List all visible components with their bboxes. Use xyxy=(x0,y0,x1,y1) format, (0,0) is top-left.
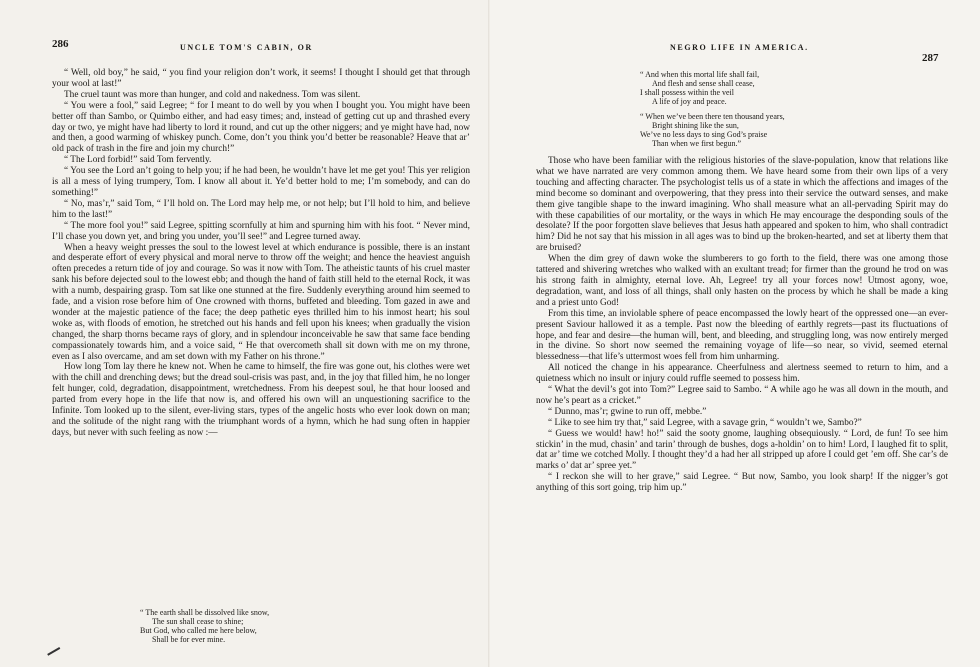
left-text-column xyxy=(52,68,470,439)
paragraph: “ Dunno, mas’r; gwine to run off, mebbe.” xyxy=(548,406,707,417)
paragraph: “ Like to see him try that,” said Legree, with a savage grin, “ wouldn’t we, Sambo?” xyxy=(548,417,862,428)
verse-line: And flesh and sense shall cease, xyxy=(652,79,755,88)
hymn-verse-left xyxy=(140,608,269,644)
verse-line: We’ve no less days to sing God’s praise xyxy=(640,130,768,139)
paragraph: “ I reckon she will to her grave,” said Legree. “ But now, Sambo, you look sharp! If the nigger’s got anything of this sort going, trip him up.” xyxy=(536,472,948,494)
paragraph: The cruel taunt was more than hunger, and cold and nakedness. Tom was silent. xyxy=(64,89,361,100)
pencil-mark xyxy=(47,647,63,660)
paragraph: “ No, mas’r,” said Tom, “ I’ll hold on. The Lord may help me, or not help; but I’ll hold to him, and believe him to the last!” xyxy=(52,198,470,220)
verse-stanza xyxy=(640,112,785,148)
paragraph: From this time, an inviolable sphere of peace encompassed the lowly heart of the oppressed one—an ever-present Saviour hallowed it as a temple. Past now the bleeding of earthly regrets—past its fluctuations of hope, and fear and desire—the human will, bent, and bleeding, and struggling long, was now entirely merged in the divine. So short now seemed the remaining voyage of life—so near, so vivid, seemed eternal blessedness—that life’s uttermost woes fell from him unharming. xyxy=(536,308,948,363)
verse-line: The sun shall cease to shine; xyxy=(152,617,244,626)
verse-line: But God, who called me here below, xyxy=(140,626,257,635)
verse-line: “ And when this mortal life shall fail, xyxy=(640,70,760,79)
verse-line: “ The earth shall be dissolved like snow, xyxy=(140,608,270,617)
paragraph: How long Tom lay there he knew not. When he came to himself, the fire was gone out, his clothes were wet with the chill and drenching dews; but the dread soul-crisis was past, and, in the joy that filled him, he no longer felt hunger, cold, degradation, disappointment, wretchedness. From his deepest soul, he that hour loosed and parted from every hope in the life that now is, and offered his own will an unquestioning sacrifice to the Infinite. Tom looked up to the silent, ever-living stars, types of the angelic hosts who ever look down on man; and the solitude of the night rang with the triumphant words of a hymn, which he had sung often in happier days, but never with such feeling as now :— xyxy=(52,362,470,438)
verse-line: I shall possess within the veil xyxy=(640,88,734,97)
paragraph: “ The Lord forbid!” said Tom fervently. xyxy=(64,155,212,166)
paragraph: “ You see the Lord an’t going to help you; if he had been, he wouldn’t have let me get you! This yer religion is all a mess of lying trumpery, Tom. I know all about it. Ye’d better hold to me; I’m somebody, and can do something!” xyxy=(52,166,470,198)
paragraph: Those who have been familiar with the religious histories of the slave-population, know that relations like what we have narrated are very common among them. We have heard some from their own lips of a very touching and affecting character. The psychologist tells us of a state in which the affections and images of the mind become so dominant and overpowering, that they press into their service the outward senses, and make them give tangible shape to the inward imagining. Who shall measure what an all-pervading Spirit may do with these capabilities of our mortality, or the ways in which He may encourage the desponding souls of the desolate? If the poor forgotten slave believes that Jesus hath appeared and spoken to him, who shall contradict him? Did he not say that his mission in all ages was to bind up the broken-hearted, and set at liberty them that are bruised? xyxy=(536,156,948,254)
paragraph: All noticed the change in his appearance. Cheerfulness and alertness seemed to return to him, and a quietness which no insult or injury could ruffle seemed to possess him. xyxy=(536,363,948,385)
right-page xyxy=(490,0,980,667)
paragraph: “ What the devil’s got into Tom?” Legree said to Sambo. “ A while ago he was all down in the mouth, and now he’s peart as a cricket.” xyxy=(536,385,948,406)
right-text-column xyxy=(536,156,948,494)
page-number-left: 286 xyxy=(52,38,69,50)
paragraph: When the dim grey of dawn woke the slumberers to go forth to the field, there was one among those tattered and shivering wretches who walked with an exultant tread; for firmer than the ground he trod on was his strong faith in almighty, eternal love. Ah, Legree! try all your forces now! Utmost agony, woe, degradation, want, and loss of all things, shall only hasten on the process by which he shall be made a king and a priest unto God! xyxy=(536,254,948,308)
paragraph: “ The more fool you!” said Legree, spitting scornfully at him and spurning him with his foot. “ Never mind, I’ll chase you down yet, and bring you under, you’ll see!” and Legree turned away. xyxy=(52,220,470,242)
paragraph: When a heavy weight presses the soul to the lowest level at which endurance is possible, there is an instant and desperate effort of every physical and moral nerve to throw off the weight; and hence the heaviest anguish often precedes a return tide of joy and courage. So was it now with Tom. The atheistic taunts of his cruel master sank his before dejected soul to the lowest ebb; and though the hand of faith still held to the eternal Rock, it was with a numb, despairing grasp. Tom sat like one stunned at the fire. Suddenly everything around him seemed to fade, and a vision rose before him of One crowned with thorns, buffeted and bleeding. Tom gazed in awe and wonder at the majestic patience of the face; the deep pathetic eyes thrilled him to his inmost heart; his soul woke as, with floods of emotion, he stretched out his hands and fell upon his knees; when gradually the vision changed, the sharp thorns became rays of glory, and in splendour inconceivable he saw that same face bending compassionately towards him, and a voice said, “ He that overcometh shall sit down with me on my throne, even as I also overcame, and am set down with my Father on his throne.” xyxy=(52,242,470,362)
verse-line: A life of joy and peace. xyxy=(652,97,727,106)
page-number-right: 287 xyxy=(922,52,939,64)
verse-stanza xyxy=(640,70,785,106)
verse-line: Than when we first begun.” xyxy=(652,139,742,148)
running-head-left: UNCLE TOM'S CABIN, OR xyxy=(180,43,313,52)
paragraph: “ Guess we would! haw! ho!” said the sooty gnome, laughing obsequiously. “ Lord, de fun! To see him stickin’ in the mud, chasin’ and tarin’ through de bushes, dogs a-holdin’ on to him! Lord, I laughed fit to split, dat ar’ time we cotched Molly. I thought they’d a had her all stripped up afore I could get ’em off. She car’s de marks o’ dat ar’ spree yet.” xyxy=(536,428,948,472)
hymn-verses-right xyxy=(640,70,785,154)
verse-line: Bright shining like the sun, xyxy=(652,121,739,130)
running-head-right: NEGRO LIFE IN AMERICA. xyxy=(670,43,809,52)
verse-line: Shall be for ever mine. xyxy=(152,635,226,644)
verse-line: “ When we’ve been there ten thousand years, xyxy=(640,112,785,121)
paragraph: “ Well, old boy,” he said, “ you find your religion don’t work, it seems! I thought I should get that through your wool at last!” xyxy=(52,68,470,89)
paragraph: “ You were a fool,” said Legree; “ for I meant to do well by you when I bought you. You might have been better off than Sambo, or Quimbo either, and had easy times; and, instead of getting cut up and thrashed every day or two, ye might have had liberty to lord it round, and cut up the other niggers; and ye might have had, now and then, a good warming of whiskey punch. Come, don’t you think you’d better be reasonable? Heave that ar’ old pack of trash in the fire and join my church!” xyxy=(52,100,470,155)
